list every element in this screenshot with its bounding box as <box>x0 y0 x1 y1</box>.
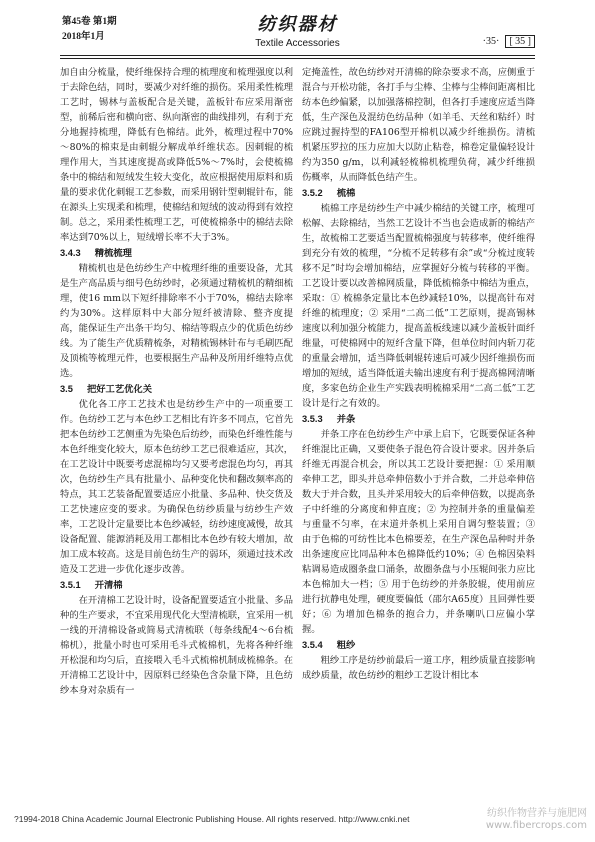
journal-title-cn: 纺织器材 <box>257 14 338 35</box>
paragraph: 并条工序在色纺纱生产中承上启下，它既要保证各种纤维混比正确，又要使条子混色符合设计要求。因并条后纤维无再混合机会，所以其工艺设计要把握：① 采用顺牵伸工艺，即头并总牵伸倍数小于并合数，二并总牵伸倍数大于并合数，且头并采用较大的后牵伸倍数，以提高条子中纤维的分离度和伸直度；② 为控制并条的重量偏差与重量不匀率，在末道并条机上采用自调匀整装置；③ 由于色棉的可纺性比本色棉要差，在生产深色品种时并条出条速度应比同品种本色棉降低约10%；④ 色棉因染料粘调易造成圈条盘口涌条，故圈条盘与小压辊间张力应比本色棉加大一档；⑤ 用于色纺纱的并条胶辊，使用前应进行抗静电处理，硬度要偏低（邵尔A65度）且回弹性要好；⑥ 为增加色棉条的抱合力，并条喇叭口应偏小掌握。 <box>302 429 535 635</box>
section-heading: 3.5.4 粗纱 <box>302 640 356 650</box>
volume-issue: 第45卷 第1期 <box>62 17 117 27</box>
section-heading: 3.5.2 梳棉 <box>302 188 356 198</box>
page-number <box>483 36 535 47</box>
section-heading: 3.4.3 精梳梳理 <box>60 248 132 258</box>
paragraph: 优化各工序工艺技术也是纺纱生产中的一项重要工作。色纺纱工艺与本色纱工艺相比有许多不同点，它首先把本色纺纱工艺侧重为先染色后纺纱，而染色纤维性能与本色纤维变化较大，原本色纺纱工艺已很难适应，其次，在工艺设计中既要考虑混棉均匀又要考虑混色均匀，再其次，色纺纱生产具有批量小、品种变化快和翻改频率高的特点，其工艺装备配置要适应小批量、多品种、快交货及工艺快速应变的要求。为确保色纺纱质量与纺纱生产效率，工艺设计定量要比本色纱减轻，纺纱速度减慢，故其设备配置、能源消耗及用工都相比本色纱有较大增加，故加工成本较高。这是目前色纺生产的弱环，须通过技术改造及工艺进一步优化逐步改善。 <box>60 399 293 575</box>
paragraph: 精梳机也是色纺纱生产中梳理纤维的重要设备，尤其是生产高品质与细号色纺纱时，必须通过精梳机的精细梳理，使16 mm以下短纤排除率不小于70%，棉结去除率约为30%。这样原料中大部分短纤被清除、整齐度提高，能保证生产出条干均匀、棉结等瑕点少的优质色纺纱线。为了能生产优质精梳条，对精梳锡林针布与毛刷匹配及顶梳等梳理元件，也要根据生产品种及所用纤维特点优选。 <box>60 263 293 379</box>
page-number-boxed: [ 35 ] <box>505 35 535 48</box>
paragraph: 加自由分梳量，使纤维保持合理的梳理度和梳理强度以利于去除色结，同时，要减少对纤维的损伤。采用柔性梳理工艺时，锡林与盖板配合是关键，盖板针布应采用渐密型，前稀后密和横向密、纵向渐密的曲线排列，有利于充分地握持梳理，降低有色棉结。此外，梳理过程中70%～80%的棉束是由刺辊分解成单纤维状态。因刺辊的梳理作用大，当其速度提高或降低5%～7%时，会使梳棉条中的棉结和短绒发生较大变化，故应根据使用原料和质量的要求优化刺辊工艺参数，而采用钢针型刺辊针布，能在源头上实现柔和梳理，使棉结和短绒的波动得到有效控制。总之，采用柔性梳理工艺，可使梳棉条中的棉结去除率达到70%以上，短绒增长率不大于3%。 <box>60 67 293 243</box>
copyright-footer: ?1994-2018 China Academic Journal Electronic Publishing House. All rights reserved. http://www.cnki.net <box>14 814 410 824</box>
paragraph: 粗纱工序是纺纱前最后一道工序，粗纱质量直接影响成纱质量，故色纺纱的粗纱工艺设计相比本 <box>302 655 535 681</box>
right-column <box>302 65 535 810</box>
watermark <box>486 808 587 832</box>
paragraph: 在开清棉工艺设计时，设备配置要适宜小批量、多品种的生产要求，不宜采用现代化大型清梳联，宜采用一机一线的开清棉设备或简易式清梳联（每条线配4～6台梳棉机），批量小时也可采用毛斗式梳棉机，先将各种纤维开松混和均匀后，直接喂入毛斗式梳棉机制成梳棉条。在开清棉工艺设计中，因原料已经染色含杂量下降，且色纺纱本身对杂质有一 <box>60 595 293 696</box>
header-rule <box>60 55 535 56</box>
paragraph: 定掩盖性，故色纺纱对开清棉的除杂要求不高，应侧重于混合与开松功能，各打手与尘棒、尘棒与尘棒间距离相比纺本色纱偏紧，以加强落棉控制，但各打手速度应适当降低，生产深色及混纺色纺品种（如羊毛、天丝和粘纤）时应跳过握持型的FA106型开棉机以减少纤维损伤。清梳机紧压罗拉的压力应加大以防止粘卷，棉卷定量偏轻设计约为350 g/m，以利减轻梳棉机梳理负荷，减少纤维损伤概率，从而降低色结产生。 <box>302 67 535 183</box>
paragraph: 梳棉工序是纺纱生产中减少棉结的关键工序，梳理可松解、去除棉结，当然工艺设计不当也会造成新的棉结产生，故梳棉工艺要适当配置梳棉强度与转移率，使纤维得到充分有效的梳理，“分梳不足转移有余”或“分梳过度转移不足”时均会增加棉结，应掌握好分梳与转移的平衡。工艺设计要以改善棉网质量，降低梳棉条中棉结为重点，采取：① 梳棉条定量比本色纱减轻10%，以提高针布对纤维的梳理度；② 采用“二高二低”工艺原则，提高锡林速度以利加强分梳能力，提高盖板线速以减少盖板针面纤维量，可使棉网中的短纤含量下降，但单位时间内斩刀花的重量会增加，适当降低刺辊转速后可减少因纤维损伤而增加的短绒，适当降低道夫输出速度有利于提高棉网清晰度，多家色纺企业生产实践表明梳棉采用“二高二低”工艺设计是行之有效的。 <box>302 203 535 409</box>
page-number-plain: ·35· <box>482 36 500 47</box>
page-header <box>0 0 595 62</box>
section-heading: 3.5.1 开清棉 <box>60 580 123 590</box>
section-heading: 3.5 把好工艺优化关 <box>60 384 153 394</box>
left-column <box>60 65 293 810</box>
header-rule-thin <box>60 58 535 59</box>
issue-date: 2018年1月 <box>62 32 105 42</box>
journal-title-en: Textile Accessories <box>255 38 340 49</box>
watermark-cn: 纺织作物营养与施肥网 <box>487 808 587 819</box>
watermark-url: www.fibercrops.com <box>485 820 587 831</box>
section-heading: 3.5.3 并条 <box>302 414 356 424</box>
